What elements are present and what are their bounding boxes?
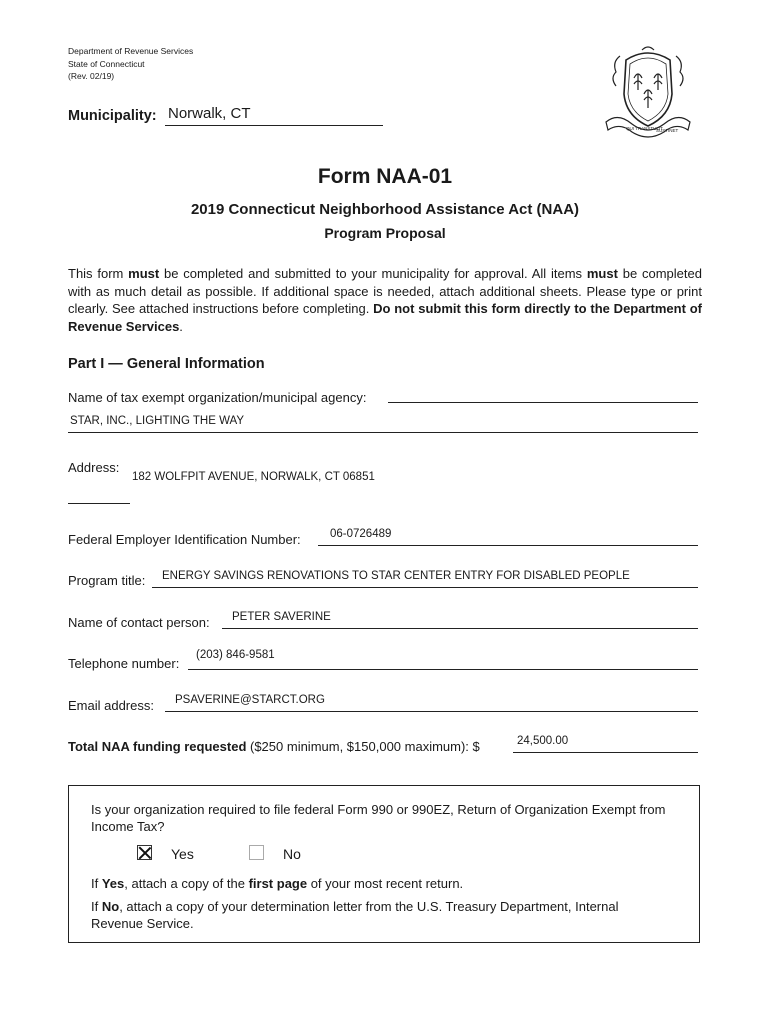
if-no-instruction	[91, 898, 671, 932]
dept-name: Department of Revenue Services	[68, 46, 194, 56]
agency-header	[68, 45, 193, 83]
email-field[interactable]	[165, 711, 698, 712]
funding-value: 24,500.00	[517, 735, 569, 747]
fein-label: Federal Employer Identification Number:	[68, 532, 301, 547]
program-value: ENERGY SAVINGS RENOVATIONS TO STAR CENTER ENTRY FOR DISABLED PEOPLE	[162, 570, 630, 582]
seal-motto: QUI TRANSTULIT	[626, 126, 663, 131]
form-990-question: Is your organization required to file federal Form 990 or 990EZ, Return of Organization Exempt from Income Tax?	[91, 802, 666, 834]
form-subtitle-2: Program Proposal	[324, 225, 446, 241]
intro-warning: Do not submit this form directly to the Department of Revenue Services	[68, 301, 702, 334]
if-yes-text: If	[91, 876, 102, 891]
form-990-box	[68, 785, 700, 943]
contact-label: Name of contact person:	[68, 615, 210, 630]
address-value: 182 WOLFPIT AVENUE, NORWALK, CT 06851	[132, 471, 375, 483]
phone-field[interactable]	[188, 669, 698, 670]
fein-value: 06-0726489	[330, 528, 392, 540]
municipality-label: Municipality:	[68, 108, 157, 124]
intro-paragraph	[68, 265, 702, 335]
contact-value: PETER SAVERINE	[232, 611, 331, 623]
municipality-value: Norwalk, CT	[168, 105, 251, 122]
if-yes-text: of your most recent return.	[307, 876, 464, 891]
intro-text: .	[179, 318, 183, 334]
org-field-line[interactable]	[388, 402, 698, 403]
intro-text: be completed and submitted to your municipality for approval. All items	[159, 266, 587, 281]
if-no-text: , attach a copy of your determination letter from the U.S. Treasury Department, Internal Revenue Service.	[91, 899, 619, 931]
form-subtitle: 2019 Connecticut Neighborhood Assistance Act (NAA)	[190, 201, 580, 218]
if-yes-bold: first page	[248, 876, 308, 891]
contact-field[interactable]	[222, 628, 698, 629]
state-name: State of Connecticut	[68, 58, 145, 69]
if-no-text: If	[91, 899, 102, 914]
if-yes-bold: Yes	[101, 876, 125, 891]
if-yes-instruction	[91, 875, 463, 892]
no-label: No	[283, 846, 301, 862]
intro-text: This form	[68, 266, 129, 281]
funding-label	[68, 739, 480, 754]
if-no-bold: No	[101, 899, 120, 914]
form-title: Form NAA-01	[317, 165, 453, 188]
org-label: Name of tax exempt organization/municipal agency:	[68, 390, 367, 405]
email-label: Email address:	[68, 698, 154, 713]
no-checkbox[interactable]	[249, 845, 264, 860]
yes-checkbox[interactable]	[137, 845, 152, 860]
if-yes-text: , attach a copy of the	[124, 876, 249, 891]
phone-label: Telephone number:	[68, 656, 180, 671]
funding-label-rest: ($250 minimum, $150,000 maximum): $	[246, 739, 480, 754]
revision: (Rev. 02/19)	[68, 71, 115, 81]
yes-label: Yes	[171, 846, 194, 862]
intro-must: must	[128, 266, 160, 281]
part-1-heading: Part I — General Information	[68, 356, 265, 372]
address-label: Address:	[68, 460, 120, 475]
phone-value: (203) 846-9581	[196, 649, 275, 661]
org-field[interactable]	[68, 432, 698, 433]
funding-field[interactable]	[513, 752, 698, 753]
funding-label-bold: Total NAA funding requested	[68, 739, 247, 754]
connecticut-seal-icon	[598, 42, 698, 142]
address-field-line[interactable]	[68, 503, 130, 504]
org-value: STAR, INC., LIGHTING THE WAY	[70, 415, 245, 427]
intro-text: be completed with as much detail as possible. If additional space is needed, attach additional sheets. Please type or print clearly. See attached instructions before completing.	[68, 266, 702, 316]
seal-motto-2: SUSTINET	[656, 128, 679, 133]
program-label: Program title:	[68, 573, 146, 588]
fein-field[interactable]	[318, 545, 698, 546]
municipality-field[interactable]	[165, 125, 383, 126]
email-value: PSAVERINE@STARCT.ORG	[175, 694, 325, 706]
intro-must: must	[586, 266, 618, 281]
program-field[interactable]	[152, 587, 698, 588]
